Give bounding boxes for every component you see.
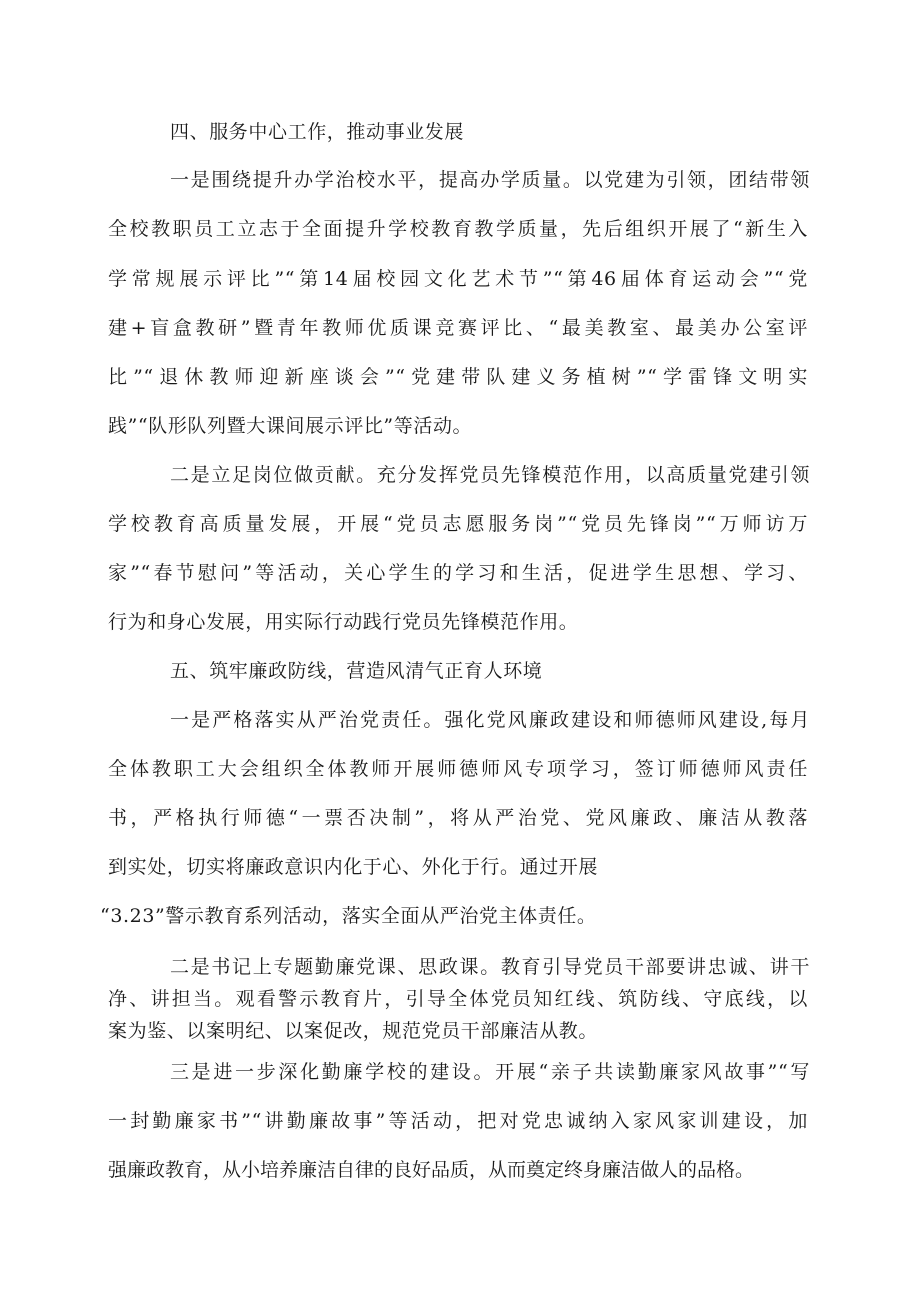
paragraph-line: 全校教职员工立志于全面提升学校教育教学质量，先后组织开展了“新生入 xyxy=(108,218,808,240)
paragraph-line: 学校教育高质量发展，开展“党员志愿服务岗”“党员先锋岗”“万师访万 xyxy=(108,513,808,535)
paragraph-line: 全体教职工大会组织全体教师开展师德师风专项学习，签订师德师风责任 xyxy=(108,758,808,780)
paragraph-line: 案为鉴、以案明纪、以案促改，规范党员干部廉洁从教。 xyxy=(108,1020,599,1042)
section-heading-5: 五、筑牢廉政防线，营造风清气正育人环境 xyxy=(170,660,543,682)
paragraph-line: 家”“春节慰问”等活动，关心学生的学习和生活，促进学生思想、学习、 xyxy=(108,562,808,584)
paragraph-line: 强廉政教育，从小培养廉洁自律的良好品质，从而奠定终身廉洁做人的品格。 xyxy=(108,1159,755,1181)
paragraph-line: 一封勤廉家书”“讲勤廉故事”等活动，把对党忠诚纳入家风家训建设，加 xyxy=(108,1110,808,1132)
paragraph-line: 净、讲担当。观看警示教育片，引导全体党员知红线、筑防线、守底线，以 xyxy=(108,988,808,1010)
paragraph-line: 学常规展示评比”“第14届校园文化艺术节”“第46届体育运动会”“党 xyxy=(108,268,808,290)
section-heading-4: 四、服务中心工作，推动事业发展 xyxy=(170,121,465,143)
paragraph-line: “3.23”警示教育系列活动，落实全面从严治党主体责任。 xyxy=(100,905,597,927)
paragraph-line: 一是严格落实从严治党责任。强化党风廉政建设和师德师风建设,每月 xyxy=(170,709,810,731)
paragraph-line: 建+盲盒教研”暨青年教师优质课竞赛评比、“最美教室、最美办公室评 xyxy=(108,317,808,339)
paragraph-line: 书，严格执行师德“一票否决制”，将从严治党、党风廉政、廉洁从教落 xyxy=(108,807,808,829)
paragraph-line: 一是围绕提升办学治校水平，提高办学质量。以党建为引领，团结带领 xyxy=(170,169,810,191)
paragraph-line: 到实处，切实将廉政意识内化于心、外化于行。通过开展 xyxy=(108,856,599,878)
paragraph-line: 比”“退休教师迎新座谈会”“党建带队建义务植树”“学雷锋文明实 xyxy=(108,366,808,388)
paragraph-line: 践”“队形队列暨大课间展示评比”等活动。 xyxy=(108,415,473,437)
paragraph-line: 三是进一步深化勤廉学校的建设。开展“亲子共读勤廉家风故事”“写 xyxy=(170,1061,810,1083)
paragraph-line: 行为和身心发展，用实际行动践行党员先锋模范作用。 xyxy=(108,611,579,633)
paragraph-line: 二是立足岗位做贡献。充分发挥党员先锋模范作用，以高质量党建引领 xyxy=(170,464,810,486)
paragraph-line: 二是书记上专题勤廉党课、思政课。教育引导党员干部要讲忠诚、讲干 xyxy=(170,956,810,978)
